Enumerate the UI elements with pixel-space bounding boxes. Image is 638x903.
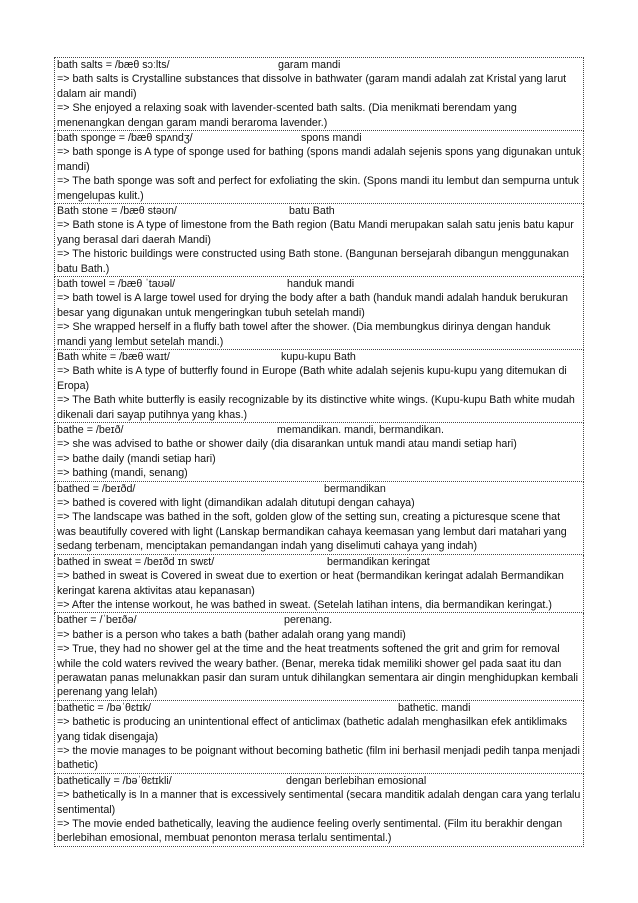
glossary-document bbox=[54, 57, 584, 847]
entry-heading bbox=[57, 350, 582, 364]
entry-term: Bath white = /bæθ waɪt/ bbox=[57, 351, 170, 364]
entry-line: => She wrapped herself in a fluffy bath towel after the shower. (Dia membungkus dirinya dengan handuk mandi yang lembut setelah mandi.) bbox=[57, 321, 551, 348]
entry-heading bbox=[57, 774, 582, 788]
glossary-entry bbox=[54, 58, 584, 131]
entry-heading bbox=[57, 701, 582, 715]
entry-heading bbox=[57, 613, 582, 627]
entry-term: bathed in sweat = /beɪðd ɪn swɛt/ bbox=[57, 555, 215, 568]
entry-line: => She enjoyed a relaxing soak with lavender-scented bath salts. (Dia menikmati berendam yang menenangkan dengan garam mandi beraroma lavender.) bbox=[57, 102, 517, 129]
entry-heading bbox=[57, 482, 582, 496]
entry-line: => After the intense workout, he was bathed in sweat. (Setelah latihan intens, dia bermandikan keringat.) bbox=[57, 598, 552, 611]
entry-line: => bathed in sweat is Covered in sweat due to exertion or heat (bermandikan keringat adalah Bermandikan keringat karena aktivitas atau kepanasan) bbox=[57, 570, 564, 597]
entry-translation: perenang. bbox=[284, 614, 333, 627]
entry-term: bath salts = /bæθ sɔːlts/ bbox=[57, 59, 170, 71]
entry-line: => The movie ended bathetically, leaving the audience feeling overly sentimental. (Film itu berakhir dengan berlebihan emosional, membuat penonton merasa terlalu sentimental.) bbox=[57, 817, 563, 845]
entry-translation: batu Bath bbox=[289, 205, 335, 218]
entry-translation: bermandikan keringat bbox=[327, 555, 430, 568]
entry-term: bathed = /beɪðd/ bbox=[57, 482, 136, 495]
entry-line: => she was advised to bathe or shower daily (dia disarankan untuk mandi atau mandi setiap hari) bbox=[57, 438, 517, 451]
entry-heading bbox=[57, 555, 582, 569]
glossary-entry bbox=[54, 555, 584, 614]
glossary-entry bbox=[54, 204, 584, 277]
glossary-entry bbox=[54, 131, 584, 204]
entry-line: => bath sponge is A type of sponge used for bathing (spons mandi adalah sejenis spons yang digunakan untuk mandi) bbox=[57, 146, 582, 173]
entry-line: => bathed is covered with light (dimandikan adalah ditutupi dengan cahaya) bbox=[57, 497, 415, 510]
entry-translation: kupu-kupu Bath bbox=[281, 351, 356, 364]
entry-term: Bath stone = /bæθ stəʊn/ bbox=[57, 205, 177, 218]
entry-term: bathetic = /bəˈθɛtɪk/ bbox=[57, 701, 151, 714]
entry-term: bath sponge = /bæθ spʌndʒ/ bbox=[57, 132, 193, 145]
entry-line: => The bath sponge was soft and perfect for exfoliating the skin. (Spons mandi itu lembut dan sempurna untuk mengelupas kulit.) bbox=[57, 175, 580, 202]
glossary-entry bbox=[54, 423, 584, 482]
entry-translation: memandikan. mandi, bermandikan. bbox=[277, 424, 444, 437]
glossary-entry bbox=[54, 613, 584, 700]
entry-term: bather = /ˈbeɪðə/ bbox=[57, 614, 137, 627]
entry-line: => bathe daily (mandi setiap hari) bbox=[57, 452, 216, 465]
entry-line: => The landscape was bathed in the soft, golden glow of the setting sun, creating a picturesque scene that was beautifully covered with light (Lanskap bermandikan cahaya keemasan yang lembut dari matahari yang sedang terbenam, menciptakan pemandangan indah yang diselimuti cahaya yang indah) bbox=[57, 511, 567, 553]
entry-translation: garam mandi bbox=[278, 59, 341, 71]
entry-line: => bathetically is In a manner that is excessively sentimental (secara manditik adalah dengan cara yang terlalu sentimental) bbox=[57, 789, 581, 816]
entry-line: => The historic buildings were constructed using Bath stone. (Bangunan bersejarah dibangun menggunakan batu Bath.) bbox=[57, 248, 569, 275]
entry-heading bbox=[57, 58, 582, 72]
glossary-entry bbox=[54, 774, 584, 847]
entry-heading bbox=[57, 204, 582, 218]
entry-heading bbox=[57, 131, 582, 145]
entry-line: => Bath stone is A type of limestone from the Bath region (Batu Mandi merupakan salah satu jenis batu kapur yang berasal dari daerah Mandi) bbox=[57, 219, 574, 246]
entry-translation: dengan berlebihan emosional bbox=[286, 774, 427, 787]
entry-line: => True, they had no shower gel at the time and the heat treatments softened the grit and grim for removal while the cold waters revived the weary bather. (Benar, mereka tidak memiliki shower gel pada saat itu dan perawatan panas melunakkan pasir dan suram untuk dihilangkan sementara air dingin menghidupkan kembali perenang yang lelah) bbox=[57, 643, 579, 699]
entry-line: => bathetic is producing an unintentional effect of anticlimax (bathetic adalah menghasilkan efek antiklimaks yang tidak disengaja) bbox=[57, 716, 568, 743]
glossary-entry bbox=[54, 482, 584, 555]
glossary-entry bbox=[54, 350, 584, 423]
glossary-entry bbox=[54, 277, 584, 350]
entry-line: => the movie manages to be poignant without becoming bathetic (film ini berhasil menjadi pedih tanpa menjadi bathetic) bbox=[57, 744, 580, 772]
entry-translation: spons mandi bbox=[301, 132, 362, 145]
entry-term: bathetically = /bəˈθɛtɪkli/ bbox=[57, 774, 172, 787]
entry-line: => bath towel is A large towel used for drying the body after a bath (handuk mandi adalah handuk berukuran besar yang digunakan untuk mengeringkan tubuh setelah mandi) bbox=[57, 292, 568, 319]
entry-heading bbox=[57, 423, 582, 437]
entry-line: => bathing (mandi, senang) bbox=[57, 467, 188, 480]
entry-heading bbox=[57, 277, 582, 291]
entry-term: bathe = /beɪð/ bbox=[57, 424, 124, 437]
glossary-entry bbox=[54, 701, 584, 774]
entry-translation: handuk mandi bbox=[287, 278, 355, 291]
entry-translation: bathetic. mandi bbox=[398, 701, 471, 714]
entry-line: => The Bath white butterfly is easily recognizable by its distinctive white wings. (Kupu-kupu Bath white mudah dikenali dari sayap putihnya yang khas.) bbox=[57, 394, 575, 421]
entry-term: bath towel = /bæθ ˈtaʊəl/ bbox=[57, 278, 176, 291]
entry-translation: bermandikan bbox=[324, 482, 386, 495]
entry-line: => bather is a person who takes a bath (bather adalah orang yang mandi) bbox=[57, 628, 406, 641]
entry-line: => bath salts is Crystalline substances that dissolve in bathwater (garam mandi adalah zat Kristal yang larut dalam air mandi) bbox=[57, 73, 567, 100]
entry-line: => Bath white is A type of butterfly found in Europe (Bath white adalah sejenis kupu-kupu yang ditemukan di Eropa) bbox=[57, 365, 567, 392]
